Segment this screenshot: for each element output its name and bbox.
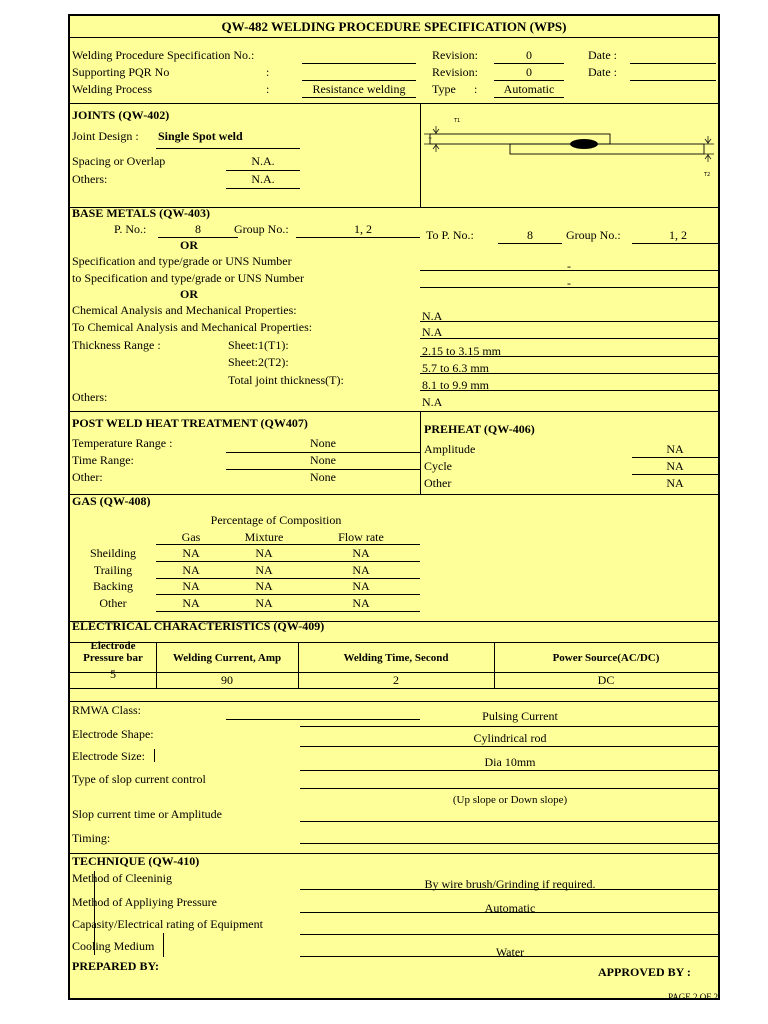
slop-note: (Up slope or Down slope) [452, 794, 568, 806]
pno-underline [158, 237, 238, 238]
total-thickness-underline [420, 390, 718, 391]
cleaning-method-underline [300, 889, 718, 890]
welding-current-header: Welding Current, Amp [172, 652, 282, 664]
spacing-underline [226, 170, 300, 171]
gas-cell[interactable]: NA [255, 596, 273, 610]
divider [70, 688, 718, 689]
divider [70, 701, 718, 702]
gas-row-label: Backing [93, 579, 133, 593]
pno-label: P. No.: [114, 222, 147, 236]
divider [298, 642, 299, 688]
spot-weld-nugget [570, 139, 598, 149]
gas-col-mixture: Mixture [244, 530, 284, 544]
preheat-heading: PREHEAT (QW-406) [424, 422, 535, 436]
divider [494, 642, 495, 688]
sheet1-label: Sheet:1(T1): [228, 338, 289, 352]
electrode-pressure-header [70, 640, 156, 664]
to-pno-value[interactable]: 8 [527, 228, 533, 242]
gas-cell[interactable]: NA [182, 596, 200, 610]
gas-cell[interactable]: NA [182, 546, 200, 560]
cooling-medium-underline [300, 956, 718, 957]
divider [70, 411, 718, 412]
gas-cell[interactable]: NA [352, 596, 370, 610]
preheat-other-label: Other [424, 476, 452, 490]
revision-value-1[interactable]: 0 [526, 48, 532, 62]
spacing-value[interactable]: N.A. [251, 154, 275, 168]
process-colon: : [266, 82, 270, 96]
joints-others-label: Others: [72, 172, 108, 186]
text-cursor [154, 749, 155, 762]
to-group-underline [632, 243, 718, 244]
gas-cell[interactable]: NA [255, 563, 273, 577]
thickness-label: Thickness Range : [72, 338, 161, 352]
sketch-label-t1: T1 [454, 118, 461, 124]
type-colon: : [474, 82, 478, 96]
gas-row-line [156, 611, 420, 612]
capacity-label: Capasity/Electrical rating of Equipment [72, 917, 263, 931]
welding-process-value[interactable]: Resistance welding [312, 82, 406, 96]
gas-row-line [156, 578, 420, 579]
chem-underline [420, 321, 718, 322]
spec-value[interactable]: - [567, 259, 571, 273]
to-spec-label: to Specification and type/grade or UNS Number [72, 271, 304, 285]
time-range-label: Time Range: [72, 453, 134, 467]
joint-sketch-diagram [422, 108, 718, 178]
type-value[interactable]: Automatic [503, 82, 555, 96]
wps-number-field[interactable] [302, 63, 416, 64]
or-label-1: OR [180, 238, 198, 252]
text-cursor [163, 933, 164, 957]
to-spec-value[interactable]: - [567, 276, 571, 290]
pressure-method-label: Method of Appliying Pressure [72, 895, 217, 909]
group-underline [296, 237, 420, 238]
gas-col-flow-rate: Flow rate [338, 530, 384, 544]
to-group-label: Group No.: [566, 228, 621, 242]
gas-row-label: Other [99, 596, 127, 610]
divider [156, 642, 157, 688]
pwht-heading: POST WELD HEAT TREATMENT (QW407) [72, 416, 308, 430]
revision-label-1: Revision: [432, 48, 479, 62]
sheet1-value[interactable]: 2.15 to 3.15 mm [422, 344, 502, 358]
rmwa-class-field[interactable] [226, 719, 420, 720]
text-cursor [94, 871, 95, 955]
revision-value-2[interactable]: 0 [526, 65, 532, 79]
divider [70, 642, 718, 643]
to-chem-value[interactable]: N.A [422, 325, 443, 339]
prepared-by-label: PREPARED BY: [72, 959, 160, 973]
divider [70, 103, 718, 104]
chem-value[interactable]: N.A [422, 309, 443, 323]
electrode-pressure-header-line2: Pressure bar [83, 652, 143, 664]
slop-time-label: Slop current time or Amplitude [72, 807, 222, 821]
electrode-size-label: Electrode Size: [72, 749, 145, 763]
joint-design-underline [156, 148, 300, 149]
electrode-shape-label: Electrode Shape: [72, 727, 154, 741]
pressure-method-underline [300, 912, 718, 913]
power-source-header: Power Source(AC/DC) [552, 652, 660, 664]
gas-cell[interactable]: NA [352, 546, 370, 560]
timing-field[interactable] [300, 843, 718, 844]
divider [420, 411, 421, 494]
pulsing-current-label: Pulsing Current [482, 709, 558, 723]
electrode-size-value[interactable]: Dia 10mm [484, 755, 536, 769]
sketch-label-t2: T2 [704, 172, 711, 178]
gas-row-label: Sheilding [89, 546, 136, 560]
pulsing-current-field[interactable] [300, 726, 718, 727]
wps-number-label: Welding Procedure Specification No.: [72, 48, 255, 62]
spec-label: Specification and type/grade or UNS Number [72, 254, 292, 268]
base-others-label: Others: [72, 390, 108, 404]
welding-process-label: Welding Process [72, 82, 153, 96]
cycle-value[interactable]: NA [666, 459, 684, 473]
divider [70, 37, 718, 38]
timing-label: Timing: [72, 831, 111, 845]
welding-process-underline [302, 97, 416, 98]
temp-range-value[interactable]: None [310, 436, 336, 450]
cycle-label: Cycle [424, 459, 452, 473]
chem-label: Chemical Analysis and Mechanical Properties: [72, 303, 297, 317]
gas-cell[interactable]: NA [255, 579, 273, 593]
total-thickness-value[interactable]: 8.1 to 9.9 mm [422, 378, 490, 392]
welding-current-value[interactable]: 90 [221, 673, 233, 687]
pno-value[interactable]: 8 [195, 222, 201, 236]
to-group-value[interactable]: 1, 2 [669, 228, 687, 242]
electrical-heading: ELECTRICAL CHARACTERISTICS (QW-409) [72, 619, 325, 633]
slop-time-field[interactable] [300, 821, 718, 822]
spacing-label: Spacing or Overlap [72, 154, 166, 168]
revision-underline-1 [494, 63, 564, 64]
time-range-value[interactable]: None [310, 453, 336, 467]
or-label-2: OR [180, 287, 198, 301]
gas-cell[interactable]: NA [182, 563, 200, 577]
amplitude-underline [632, 457, 718, 458]
gas-col-gas: Gas [181, 530, 201, 544]
pwht-other-label: Other: [72, 470, 103, 484]
welding-time-header: Welding Time, Second [343, 652, 449, 664]
revision-label-2: Revision: [432, 65, 479, 79]
divider [420, 103, 421, 207]
gas-cell[interactable]: NA [352, 579, 370, 593]
base-others-value[interactable]: N.A [422, 395, 443, 409]
date-field-2[interactable] [630, 80, 716, 81]
joint-design-value[interactable]: Single Spot weld [158, 129, 243, 143]
amplitude-label: Amplitude [424, 442, 476, 456]
pqr-number-label: Supporting PQR No [72, 65, 170, 79]
temp-range-label: Temperature Range : [72, 436, 173, 450]
joints-others-value[interactable]: N.A. [251, 172, 275, 186]
sketch-dimension-mark: ~ [428, 136, 433, 142]
cycle-underline [632, 474, 718, 475]
joints-others-underline [226, 188, 300, 189]
gas-cell[interactable]: NA [182, 579, 200, 593]
gas-heading: GAS (QW-408) [72, 494, 151, 508]
group-label: Group No.: [234, 222, 289, 236]
to-chem-label: To Chemical Analysis and Mechanical Properties: [72, 320, 313, 334]
sheet2-underline [420, 373, 718, 374]
cleaning-method-value[interactable]: By wire brush/Grinding if required. [424, 877, 596, 891]
wps-form [68, 14, 720, 1000]
page-number: PAGE 2 OF 2 [668, 992, 718, 1002]
electrode-pressure-header-line1: Electrode [90, 640, 136, 652]
gas-row-label: Trailing [93, 563, 133, 577]
type-underline [494, 97, 564, 98]
electrode-shape-value[interactable]: Cylindrical rod [473, 731, 547, 745]
preheat-other-value[interactable]: NA [666, 476, 684, 490]
slop-control-field[interactable] [300, 788, 718, 789]
pqr-colon: : [266, 65, 270, 79]
gas-cell[interactable]: NA [352, 563, 370, 577]
gas-row-line [156, 544, 420, 545]
sheet2-label: Sheet:2(T2): [228, 355, 289, 369]
gas-row-line [156, 594, 420, 595]
power-source-value[interactable]: DC [597, 673, 615, 687]
gas-subheading: Percentage of Composition [210, 513, 342, 527]
sheet2-value[interactable]: 5.7 to 6.3 mm [422, 361, 490, 375]
pqr-number-field[interactable] [302, 80, 416, 81]
capacity-field[interactable] [300, 934, 718, 935]
slop-control-label: Type of slop current control [72, 772, 206, 786]
base-metals-heading: BASE METALS (QW-403) [72, 206, 211, 220]
total-thickness-label: Total joint thickness(T): [228, 373, 344, 387]
cooling-medium-value[interactable]: Water [495, 945, 525, 959]
group-value[interactable]: 1, 2 [354, 222, 372, 236]
joint-design-label: Joint Design : [72, 129, 139, 143]
date-label-2: Date : [588, 65, 617, 79]
rmwa-class-label: RMWA Class: [72, 703, 142, 717]
amplitude-value[interactable]: NA [666, 442, 684, 456]
electrode-size-underline [300, 770, 718, 771]
electrode-pressure-value[interactable]: 5 [110, 667, 116, 681]
technique-heading: TECHNIQUE (QW-410) [72, 854, 200, 868]
approved-by-label: APPROVED BY : [598, 965, 691, 979]
divider [70, 494, 718, 495]
cleaning-method-label: Method of Cleeninig [72, 871, 172, 885]
to-pno-label: To P. No.: [426, 228, 474, 242]
type-label: Type [432, 82, 456, 96]
cooling-medium-label: Cooling Medium [72, 939, 155, 953]
pressure-method-value[interactable]: Automatic [484, 901, 536, 915]
to-pno-underline [498, 243, 562, 244]
gas-cell[interactable]: NA [255, 546, 273, 560]
revision-underline-2 [494, 80, 564, 81]
electrode-shape-underline [300, 746, 718, 747]
date-label-1: Date : [588, 48, 617, 62]
joints-heading: JOINTS (QW-402) [72, 108, 170, 122]
pwht-other-value[interactable]: None [310, 470, 336, 484]
welding-time-value[interactable]: 2 [393, 673, 399, 687]
date-field-1[interactable] [630, 63, 716, 64]
spec-underline [420, 270, 718, 271]
to-spec-underline [420, 287, 718, 288]
sheet1-underline [420, 356, 718, 357]
gas-row-line [156, 561, 420, 562]
page-title: QW-482 WELDING PROCEDURE SPECIFICATION (WPS) [221, 19, 567, 34]
to-chem-underline [420, 338, 718, 339]
